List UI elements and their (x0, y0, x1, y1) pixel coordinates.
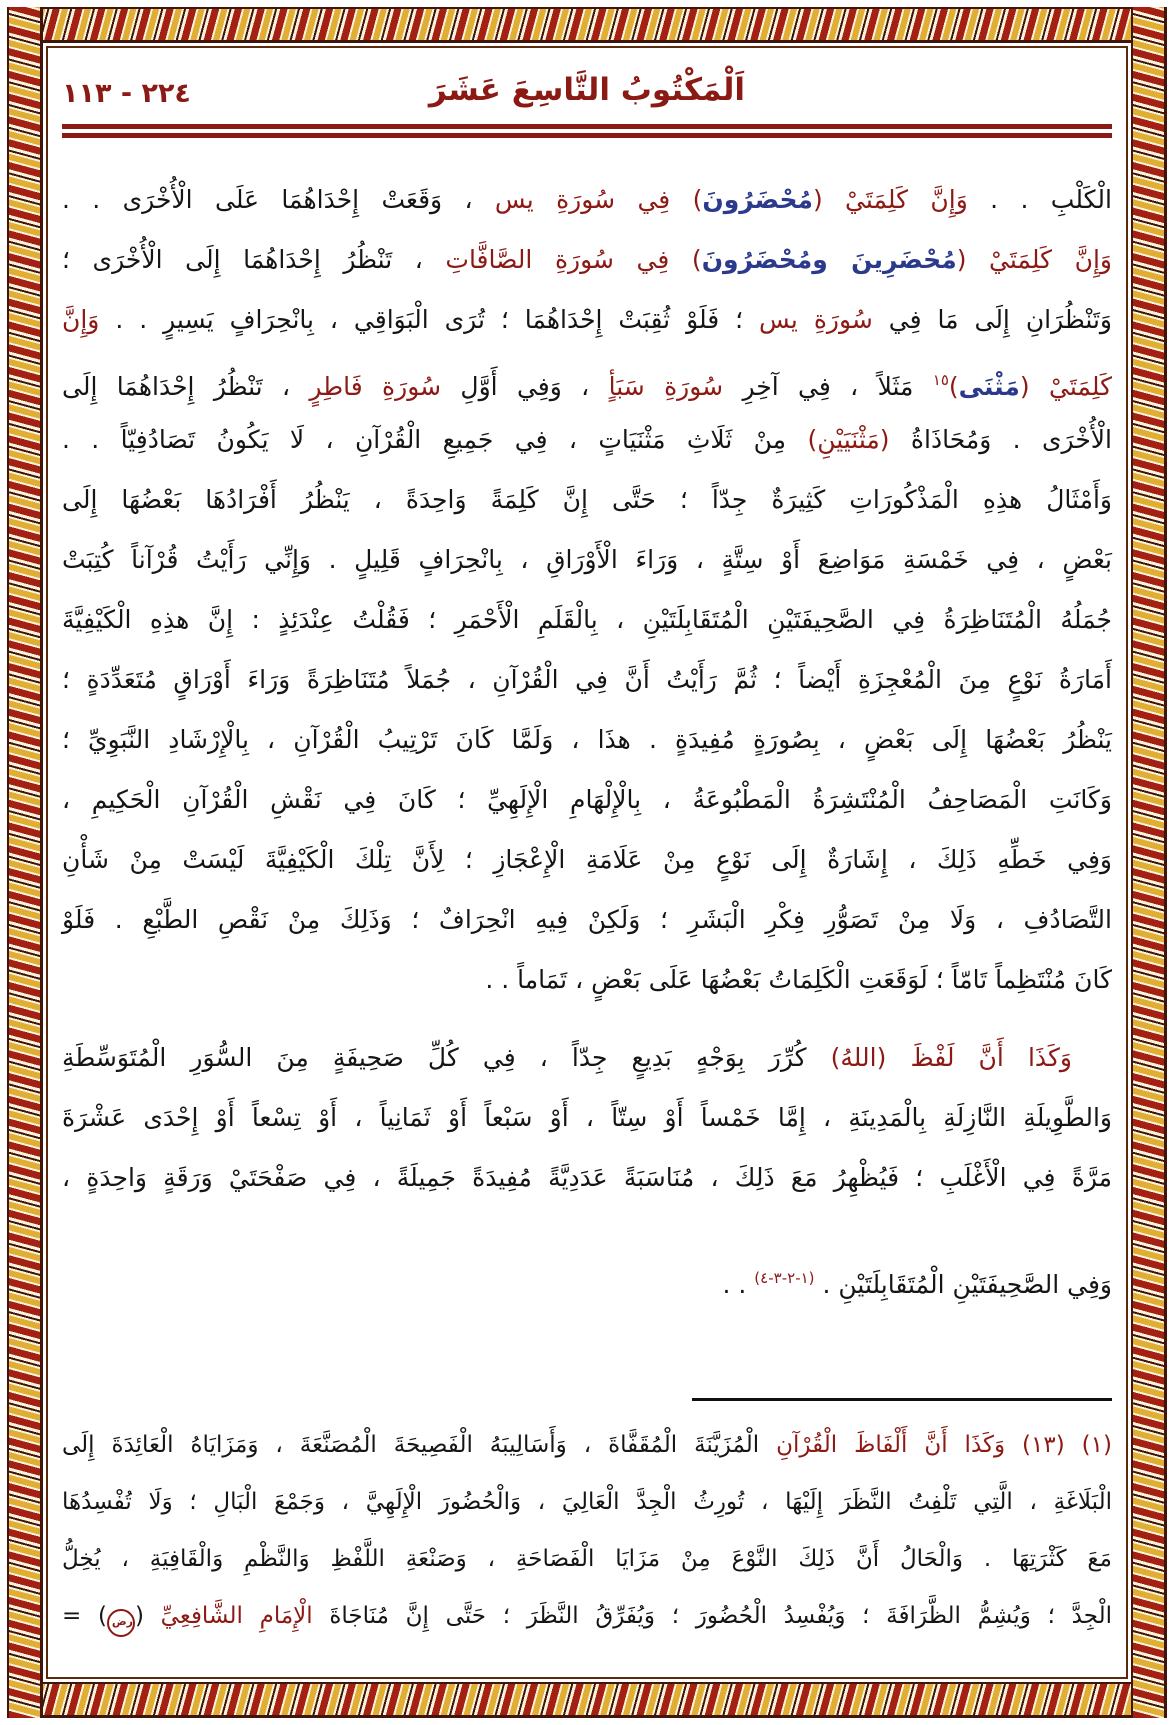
text-segment: سُورَةِ يس (759, 305, 873, 334)
footnote-marker: (١-٢-٣-٤) (754, 1269, 815, 1287)
text-segment: وَأَمْثَالُ هذِهِ الْمَذْكُورَاتِ كَثِيرَةٌ جِدّاً ؛ حَتَّى إِنَّ كَلِمَةً وَاحِدَةً ، يَنْظُرُ أَفْرَادُهَا بَعْضُهَا إِلَى (62, 485, 1112, 514)
text-segment: الْإِمَامِ الشَّافِعِيِّ (160, 1603, 313, 1629)
text-line (62, 590, 1112, 650)
page-numbers: ٢٢٤ - ١١٣ (62, 78, 191, 109)
text-segment: ( (812, 185, 823, 214)
text-line (62, 530, 1112, 590)
footnote-marker: ١٥ (932, 371, 949, 389)
text-segment: ) (691, 245, 702, 274)
text-segment: مُحْضَرِينَ ومُحْضَرُونَ (701, 245, 957, 274)
text-segment: وَفِي خَطِّهِ ذَلِكَ ، إِشَارَةٌ إِلَى نَوْعٍ مِنْ عَلَامَةِ الْإِعْجَازِ ؛ لِأَنَّ تِلْكَ الْكَيْفِيَّةَ لَيْسَتْ مِنْ شَأْنِ (62, 845, 1112, 874)
text-segment: ) (692, 185, 703, 214)
text-line (62, 350, 1112, 410)
text-line (62, 1088, 1112, 1148)
text-segment: وَالطَّوِيلَةِ النَّازِلَةِ بِالْمَدِينَةِ ، إِمَّا خَمْساً أَوْ سِتّاً ، أَوْ سَبْعاً أَوْ ثَمَانِياً ، أَوْ تِسْعاً أَوْ إِحْدَى عَشْرَةَ (62, 1103, 1112, 1132)
text-segment: . . (722, 1270, 755, 1299)
text-segment: الْكَلْبِ . . (967, 185, 1112, 214)
text-segment: بَعْضٍ ، فِي خَمْسَةِ مَوَاضِعَ أَوْ سِتَّةٍ ، وَرَاءَ الْأَوْرَاقِ ، بِانْحِرَافٍ قَلِيلٍ . وَإِنِّي رَأَيْتُ قُرْآناً كُتِبَتْ (62, 545, 1112, 574)
page-header (62, 52, 1112, 144)
text-segment: الْأُخْرَى . وَمُحَاذَاةُ (889, 425, 1113, 454)
decorative-border-right (1131, 7, 1167, 1718)
text-segment: (١) (1064, 1432, 1112, 1458)
text-line (62, 890, 1112, 950)
text-line (62, 230, 1112, 290)
text-segment: أَمَارَةُ نَوْعٍ مِنَ الْمُعْجِزَةِ أَيْضاً ؛ ثُمَّ رَأَيْتُ أَنَّ فِي الْقُرْآنِ ، جُمَلاً مُتَنَاظِرَةً وَرَاءَ أَوْرَاقٍ مُتَعَدِّدَةٍ ؛ (62, 665, 1112, 694)
text-line (62, 1148, 1112, 1208)
decorative-border-left (7, 7, 43, 1718)
text-segment: مِنْ ثَلَاثِ مَثْنَيَاتٍ ، فِي جَمِيعِ الْقُرْآنِ ، لَا يَكُونُ تَصَادُفِيّاً . . (62, 425, 808, 454)
text-segment: الْبَلَاغَةِ ، الَّتِي تَلْفِتُ النَّظَرَ إِلَيْهَا ، تُورِثُ الْجِدَّ الْعَالِيَ ، وَالْحُضُورَ الْإِلَهِيَّ ، وَجَمْعَ الْبَالِ ؛ وَلَا تُفْسِدُهَا (62, 1489, 1112, 1515)
text-segment: سُورَةِ فَاطِرٍ (309, 372, 442, 401)
text-segment: جُمَلُهُ الْمُتَنَاظِرَةُ فِي الصَّحِيفَتَيْنِ الْمُتَقَابِلَتَيْنِ ، بِالْقَلَمِ الْأَحْمَرِ ؛ فَقُلْتُ عِنْدَئِذٍ : إِنَّ هذِهِ الْكَيْفِيَّةَ (62, 605, 1112, 634)
text-line (62, 650, 1112, 710)
decorative-border-bottom (7, 1682, 1167, 1718)
text-line (62, 950, 1112, 1010)
text-line (62, 1531, 1112, 1588)
text-segment: التَّصَادُفِ ، وَلَا مِنْ تَصَوُّرِ فِكْرِ الْبَشَرِ ؛ وَلَكِنْ فِيهِ انْحِرَافٌ ؛ وَذَلِكَ مِنْ نَقْصِ الطَّبْعِ . فَلَوْ (62, 905, 1112, 934)
page-title: اَلْمَكْتُوبُ التَّاسِعَ عَشَرَ (428, 72, 746, 108)
text-segment: سُورَةِ سَبَأٍ (608, 372, 724, 401)
text-segment: وَإِنَّ كَلِمَتَيْ (966, 245, 1112, 274)
text-segment: كُرِّرَ بِوَجْهٍ بَدِيعٍ جِدّاً ، فِي كُلِّ صَحِيفَةٍ مِنَ السُّوَرِ الْمُتَوَسِّطَةِ (62, 1043, 831, 1072)
text-line (62, 1588, 1112, 1645)
text-segment: (١٣) (1005, 1432, 1065, 1458)
page-content (62, 52, 1112, 1675)
text-line (62, 410, 1112, 470)
text-segment: وَكَذَا أَنَّ لَفْظَ (اللهُ) (830, 1043, 1072, 1072)
decorative-border-top (7, 7, 1167, 43)
text-segment: مَعَ كَثْرَتِهَا . وَالْحَالُ أَنَّ ذَلِكَ النَّوْعَ مِنْ مَزَايَا الْفَصَاحَةِ ، وَصَنْعَةِ اللَّفْظِ وَالنَّظْمِ وَالْقَافِيَةِ ، يُخِلُّ (62, 1546, 1112, 1572)
text-line (62, 770, 1112, 830)
radi-allahu-anhu-symbol: رض (107, 1609, 135, 1637)
text-segment: ؛ فَلَوْ ثُقِبَتْ إِحْدَاهُمَا ؛ تُرَى الْبَوَاقِي ، بِانْحِرَافٍ يَسِيرٍ . . (99, 305, 760, 334)
text-segment: ( (956, 245, 967, 274)
text-line (62, 710, 1112, 770)
text-segment: وَإِنَّ (62, 305, 100, 334)
text-segment: فِي سُورَةِ يس (494, 185, 693, 214)
text-segment: ، تَنْظُرُ إِحْدَاهُمَا إِلَى الْأُخْرَى ؛ (62, 245, 446, 274)
text-line (62, 170, 1112, 230)
main-text (62, 170, 1112, 1308)
text-segment: الْجِدَّ ؛ وَيُشِمُّ الظَّرَافَةَ ؛ وَيُفْسِدُ الْحُضُورَ ؛ وَيُفَرِّقُ النَّظَرَ ؛ حَتَّى إِنَّ مُنَاجَاةَ (312, 1603, 1112, 1629)
text-line (62, 470, 1112, 530)
text-segment: فِي سُورَةِ الصَّافَّاتِ (445, 245, 692, 274)
text-segment: ( (1019, 372, 1030, 401)
text-line (62, 1474, 1112, 1531)
text-line (62, 1417, 1112, 1474)
text-segment: ( (134, 1603, 161, 1629)
header-rule-bar (62, 124, 1112, 129)
text-segment: وَإِنَّ كَلِمَتَيْ (822, 185, 968, 214)
text-line (62, 1248, 1112, 1308)
footnote-separator (692, 1398, 1112, 1401)
text-segment: (مَثْنَيَيْنِ) (807, 425, 890, 454)
text-segment: ، تَنْظُرُ إِحْدَاهُمَا إِلَى (62, 372, 310, 401)
text-segment: ، وَقَعَتْ إِحْدَاهُمَا عَلَى الْأُخْرَى . . (62, 185, 495, 214)
text-line (62, 830, 1112, 890)
text-segment: مَثْنَى (958, 372, 1020, 401)
header-rule (62, 124, 1112, 138)
header-rule-bar (62, 133, 1112, 138)
text-segment: ، وَفِي أَوَّلِ (441, 372, 609, 401)
text-segment: يَنْظُرُ بَعْضُهَا إِلَى بَعْضٍ ، بِصُورَةٍ مُفِيدَةٍ . هذَا ، وَلَمَّا كَانَ تَرْتِيبُ الْقُرْآنِ ، بِالْإِرْشَادِ النَّبَوِيِّ ؛ (62, 725, 1112, 754)
text-segment: وَفِي الصَّحِيفَتَيْنِ الْمُتَقَابِلَتَيْنِ . (814, 1270, 1112, 1299)
text-segment: كَلِمَتَيْ (1029, 372, 1112, 401)
text-segment: ) (948, 372, 959, 401)
text-line (62, 290, 1112, 350)
text-line (62, 1028, 1112, 1088)
text-segment: مَثَلاً ، فِي آخِرِ (723, 372, 933, 401)
text-segment: وَكَذَا أَنَّ أَلْفَاظَ الْقُرْآنِ (776, 1432, 1006, 1458)
text-segment: الْمُزَيَّنَةَ الْمُقَفَّاةَ ، وَأَسَالِيبَهُ الْفَصِيحَةَ الْمُصَنَّعَةَ ، وَمَزَايَاهُ الْعَائِدَةَ إِلَى (62, 1432, 777, 1458)
text-segment: مُحْضَرُونَ (702, 185, 813, 214)
text-segment: وَتَنْظُرَانِ إِلَى مَا فِي (872, 305, 1113, 334)
text-segment: وَكَانَتِ الْمَصَاحِفُ الْمُنْتَشِرَةُ الْمَطْبُوعَةُ ، بِالْإِلْهَامِ الْإِلَهِيِّ ؛ كَانَ فِي نَقْشِ الْقُرْآنِ الْحَكِيمِ ، (62, 785, 1112, 814)
footnote-text (62, 1417, 1112, 1645)
text-segment: كَانَ مُنْتَظِماً تَامّاً ؛ لَوَقَعَتِ الْكَلِمَاتُ بَعْضُهَا عَلَى بَعْضٍ ، تَمَاماً . . (485, 965, 1112, 994)
text-segment: ) = (62, 1603, 107, 1629)
text-segment: مَرَّةً فِي الْأَغْلَبِ ؛ فَيُظْهِرُ مَعَ ذَلِكَ ، مُنَاسَبَةً عَدَدِيَّةً مُفِيدَةً جَمِيلَةً ، فِي صَفْحَتَيْ وَرَقَةٍ وَاحِدَةٍ ، (62, 1163, 1112, 1192)
